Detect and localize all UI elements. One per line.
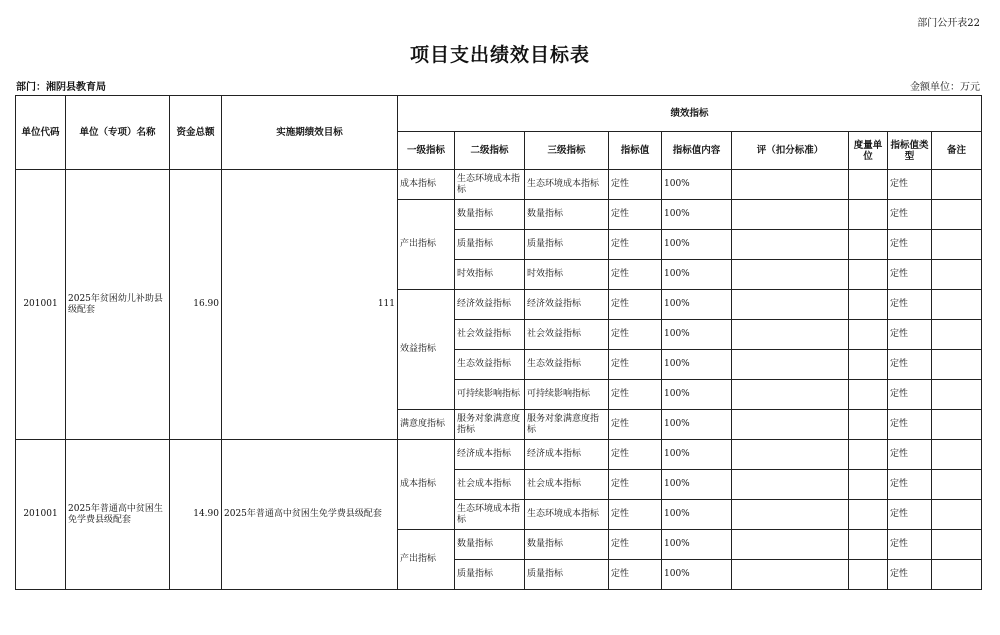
- level1-cell: 满意度指标: [398, 410, 455, 440]
- value-type-cell: 定性: [888, 320, 932, 350]
- header-level1: 一级指标: [398, 132, 455, 170]
- value-content-cell: 100%: [662, 500, 732, 530]
- value-cell: 定性: [609, 380, 662, 410]
- remark-cell: [932, 560, 982, 590]
- level2-cell: 生态效益指标: [455, 350, 525, 380]
- header-name: 单位（专项）名称: [66, 96, 170, 170]
- scoring-cell: [732, 530, 849, 560]
- page-title: 项目支出绩效目标表: [409, 44, 590, 66]
- measure-unit-cell: [849, 170, 888, 200]
- value-cell: 定性: [609, 440, 662, 470]
- measure-unit-cell: [849, 260, 888, 290]
- value-cell: 定性: [609, 500, 662, 530]
- table-row: [16, 170, 982, 200]
- fund-total-cell: 14.90: [170, 440, 222, 590]
- remark-cell: [932, 410, 982, 440]
- goal-cell: 111: [222, 170, 398, 440]
- value-type-cell: 定性: [888, 260, 932, 290]
- scoring-cell: [732, 440, 849, 470]
- value-content-cell: 100%: [662, 380, 732, 410]
- value-content-cell: 100%: [662, 530, 732, 560]
- scoring-cell: [732, 410, 849, 440]
- value-type-cell: 定性: [888, 560, 932, 590]
- level2-cell: 可持续影响指标: [455, 380, 525, 410]
- level3-cell: 生态效益指标: [525, 350, 609, 380]
- measure-unit-cell: [849, 440, 888, 470]
- value-type-cell: 定性: [888, 470, 932, 500]
- value-type-cell: 定性: [888, 410, 932, 440]
- value-content-cell: 100%: [662, 260, 732, 290]
- level2-cell: 质量指标: [455, 560, 525, 590]
- measure-unit-cell: [849, 320, 888, 350]
- value-cell: 定性: [609, 470, 662, 500]
- value-content-cell: 100%: [662, 230, 732, 260]
- level3-cell: 数量指标: [525, 200, 609, 230]
- value-content-cell: 100%: [662, 320, 732, 350]
- remark-cell: [932, 350, 982, 380]
- level2-cell: 服务对象满意度指标: [455, 410, 525, 440]
- value-content-cell: 100%: [662, 350, 732, 380]
- scoring-cell: [732, 560, 849, 590]
- measure-unit-cell: [849, 230, 888, 260]
- value-content-cell: 100%: [662, 170, 732, 200]
- level1-cell: 效益指标: [398, 290, 455, 410]
- header-level2: 二级指标: [455, 132, 525, 170]
- value-type-cell: 定性: [888, 230, 932, 260]
- value-cell: 定性: [609, 350, 662, 380]
- header-goal: 实施期绩效目标: [222, 96, 398, 170]
- scoring-cell: [732, 470, 849, 500]
- value-cell: 定性: [609, 230, 662, 260]
- value-type-cell: 定性: [888, 380, 932, 410]
- level2-cell: 质量指标: [455, 230, 525, 260]
- value-type-cell: 定性: [888, 170, 932, 200]
- header-remark: 备注: [932, 132, 982, 170]
- level2-cell: 经济效益指标: [455, 290, 525, 320]
- value-type-cell: 定性: [888, 350, 932, 380]
- level3-cell: 社会效益指标: [525, 320, 609, 350]
- level2-cell: 社会效益指标: [455, 320, 525, 350]
- measure-unit-cell: [849, 350, 888, 380]
- project-name-cell: 2025年普通高中贫困生免学费县级配套: [66, 440, 170, 590]
- value-content-cell: 100%: [662, 290, 732, 320]
- department-label: 部门：湘阴县教育局: [16, 82, 106, 93]
- level2-cell: 生态环境成本指标: [455, 500, 525, 530]
- measure-unit-cell: [849, 500, 888, 530]
- header-total: 资金总额: [170, 96, 222, 170]
- value-cell: 定性: [609, 320, 662, 350]
- scoring-cell: [732, 380, 849, 410]
- scoring-cell: [732, 230, 849, 260]
- level2-cell: 经济成本指标: [455, 440, 525, 470]
- amount-unit-label: 金额单位：万元: [910, 82, 980, 93]
- value-content-cell: 100%: [662, 440, 732, 470]
- level1-cell: 产出指标: [398, 200, 455, 290]
- value-type-cell: 定性: [888, 440, 932, 470]
- header-scoring: 评（扣分标准）: [732, 132, 849, 170]
- level3-cell: 时效指标: [525, 260, 609, 290]
- level2-cell: 社会成本指标: [455, 470, 525, 500]
- value-cell: 定性: [609, 410, 662, 440]
- performance-goal-table: [15, 95, 982, 590]
- level3-cell: 质量指标: [525, 230, 609, 260]
- value-content-cell: 100%: [662, 560, 732, 590]
- level1-cell: 成本指标: [398, 170, 455, 200]
- value-cell: 定性: [609, 200, 662, 230]
- scoring-cell: [732, 320, 849, 350]
- level1-cell: 产出指标: [398, 530, 455, 590]
- remark-cell: [932, 260, 982, 290]
- level3-cell: 经济效益指标: [525, 290, 609, 320]
- level2-cell: 数量指标: [455, 530, 525, 560]
- value-content-cell: 100%: [662, 200, 732, 230]
- project-name-cell: 2025年贫困幼儿补助县级配套: [66, 170, 170, 440]
- value-cell: 定性: [609, 530, 662, 560]
- remark-cell: [932, 470, 982, 500]
- remark-cell: [932, 530, 982, 560]
- goal-cell: 2025年普通高中贫困生免学费县级配套: [222, 440, 398, 590]
- remark-cell: [932, 290, 982, 320]
- level1-cell: 成本指标: [398, 440, 455, 530]
- value-content-cell: 100%: [662, 410, 732, 440]
- level2-cell: 生态环境成本指标: [455, 170, 525, 200]
- measure-unit-cell: [849, 560, 888, 590]
- level3-cell: 可持续影响指标: [525, 380, 609, 410]
- level2-cell: 时效指标: [455, 260, 525, 290]
- remark-cell: [932, 170, 982, 200]
- level3-cell: 质量指标: [525, 560, 609, 590]
- level3-cell: 数量指标: [525, 530, 609, 560]
- level3-cell: 经济成本指标: [525, 440, 609, 470]
- level3-cell: 服务对象满意度指标: [525, 410, 609, 440]
- level3-cell: 社会成本指标: [525, 470, 609, 500]
- fund-total-cell: 16.90: [170, 170, 222, 440]
- header-value: 指标值: [609, 132, 662, 170]
- measure-unit-cell: [849, 470, 888, 500]
- table-row: [16, 440, 982, 470]
- level3-cell: 生态环境成本指标: [525, 500, 609, 530]
- remark-cell: [932, 200, 982, 230]
- table-number-label: 部门公开表22: [917, 18, 980, 29]
- value-cell: 定性: [609, 290, 662, 320]
- header-code: 单位代码: [16, 96, 66, 170]
- scoring-cell: [732, 290, 849, 320]
- scoring-cell: [732, 260, 849, 290]
- scoring-cell: [732, 350, 849, 380]
- unit-code-cell: 201001: [16, 170, 66, 440]
- value-type-cell: 定性: [888, 290, 932, 320]
- measure-unit-cell: [849, 410, 888, 440]
- header-value-type: 指标值类型: [888, 132, 932, 170]
- value-type-cell: 定性: [888, 500, 932, 530]
- remark-cell: [932, 440, 982, 470]
- measure-unit-cell: [849, 290, 888, 320]
- measure-unit-cell: [849, 380, 888, 410]
- level2-cell: 数量指标: [455, 200, 525, 230]
- value-content-cell: 100%: [662, 470, 732, 500]
- unit-code-cell: 201001: [16, 440, 66, 590]
- value-cell: 定性: [609, 560, 662, 590]
- level3-cell: 生态环境成本指标: [525, 170, 609, 200]
- value-cell: 定性: [609, 260, 662, 290]
- measure-unit-cell: [849, 530, 888, 560]
- measure-unit-cell: [849, 200, 888, 230]
- scoring-cell: [732, 200, 849, 230]
- scoring-cell: [732, 170, 849, 200]
- header-value-content: 指标值内容: [662, 132, 732, 170]
- scoring-cell: [732, 500, 849, 530]
- header-measure-unit: 度量单位: [849, 132, 888, 170]
- remark-cell: [932, 230, 982, 260]
- remark-cell: [932, 320, 982, 350]
- value-cell: 定性: [609, 170, 662, 200]
- value-type-cell: 定性: [888, 530, 932, 560]
- remark-cell: [932, 500, 982, 530]
- remark-cell: [932, 380, 982, 410]
- value-type-cell: 定性: [888, 200, 932, 230]
- header-indicators: 绩效指标: [398, 96, 982, 132]
- header-level3: 三级指标: [525, 132, 609, 170]
